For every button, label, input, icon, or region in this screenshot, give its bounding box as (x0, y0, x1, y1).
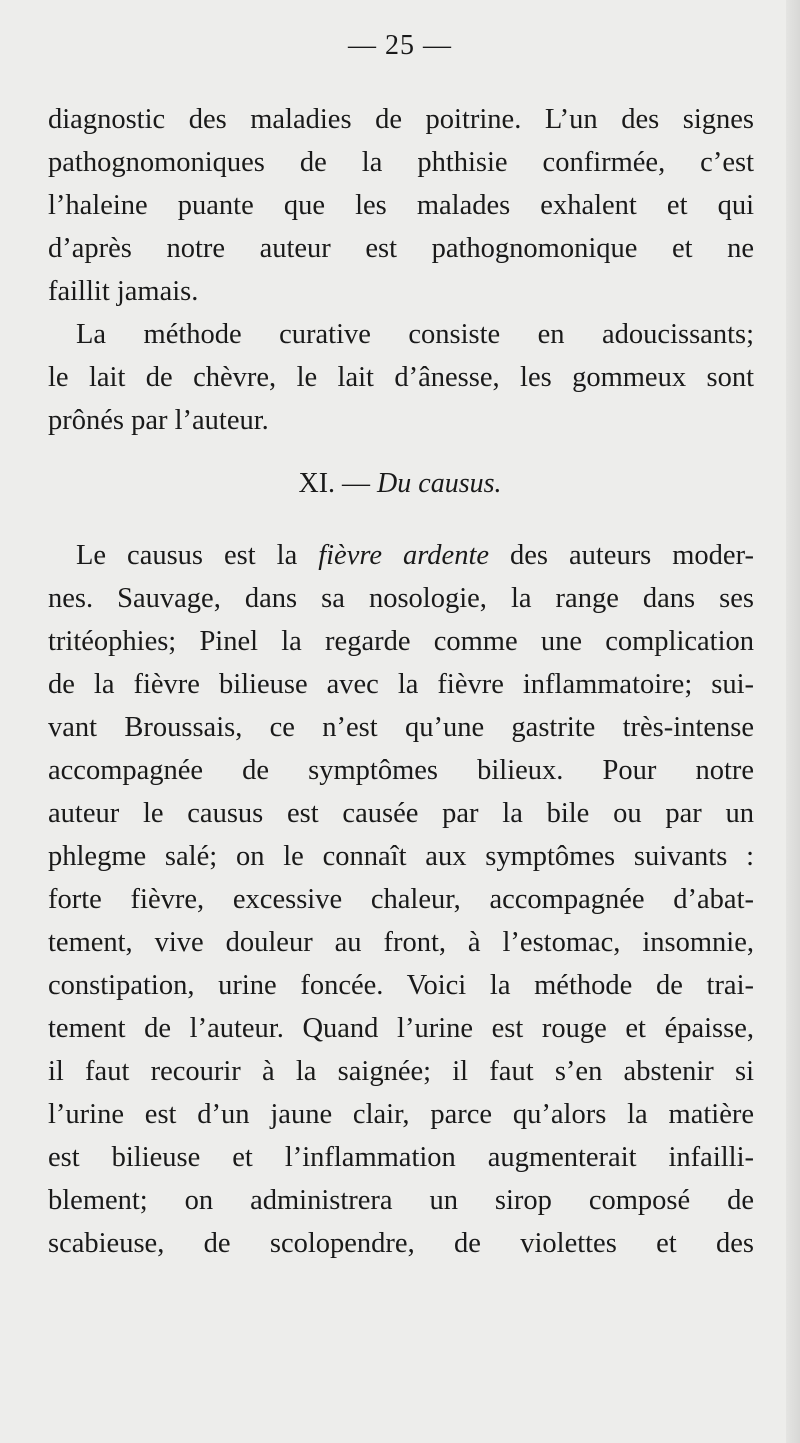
text-line: tritéophies; Pinel la regarde comme une complication (48, 626, 754, 657)
section-number: XI. — (298, 468, 371, 499)
text-line: auteur le causus est causée par la bile ou par un (48, 798, 754, 829)
text-line: scabieuse, de scolopendre, de violettes et des (48, 1228, 754, 1259)
text-fragment: des auteurs moder- (510, 540, 754, 571)
section-title: Du causus. (377, 468, 502, 499)
text-line: tement, vive douleur au front, à l’estomac, insomnie, (48, 927, 754, 958)
paragraph-3 (48, 534, 754, 1265)
text-line: pathognomoniques de la phthisie confirmée, c’est (48, 147, 754, 178)
text-line: l’urine est d’un jaune clair, parce qu’alors la matière (48, 1099, 754, 1130)
text-line: La méthode curative consiste en adoucissants; (76, 319, 754, 350)
text-line: l’haleine puante que les malades exhalent et qui (48, 190, 754, 221)
text-line: tement de l’auteur. Quand l’urine est rouge et épaisse, (48, 1013, 754, 1044)
italic-term: fièvre ardente (318, 540, 490, 571)
section-heading (0, 468, 800, 500)
paragraph-1 (48, 98, 754, 313)
text-line: prônés par l’auteur. (48, 405, 269, 436)
text-line: vant Broussais, ce n’est qu’une gastrite très-intense (48, 712, 754, 743)
text-line: blement; on administrera un sirop composé de (48, 1185, 754, 1216)
text-line: nes. Sauvage, dans sa nosologie, la range dans ses (48, 583, 754, 614)
text-line: faillit jamais. (48, 276, 199, 307)
text-line: phlegme salé; on le connaît aux symptômes suivants : (48, 841, 754, 872)
text-line: le lait de chèvre, le lait d’ânesse, les gommeux sont (48, 362, 754, 393)
text-line: forte fièvre, excessive chaleur, accompagnée d’abat- (48, 884, 754, 915)
text-line: de la fièvre bilieuse avec la fièvre inflammatoire; sui- (48, 669, 754, 700)
text-line: est bilieuse et l’inflammation augmenterait infailli- (48, 1142, 754, 1173)
text-line: diagnostic des maladies de poitrine. L’un des signes (48, 104, 754, 135)
text-fragment: Le causus est la (76, 540, 298, 571)
text-line: il faut recourir à la saignée; il faut s’en abstenir si (48, 1056, 754, 1087)
text-line: accompagnée de symptômes bilieux. Pour notre (48, 755, 754, 786)
page-edge-shadow (786, 0, 800, 1443)
page-number: — 25 — (348, 30, 452, 61)
paragraph-2 (48, 313, 754, 442)
text-line: d’après notre auteur est pathognomonique et ne (48, 233, 754, 264)
text-line: constipation, urine foncée. Voici la méthode de trai- (48, 970, 754, 1001)
text-line-first (48, 534, 754, 577)
